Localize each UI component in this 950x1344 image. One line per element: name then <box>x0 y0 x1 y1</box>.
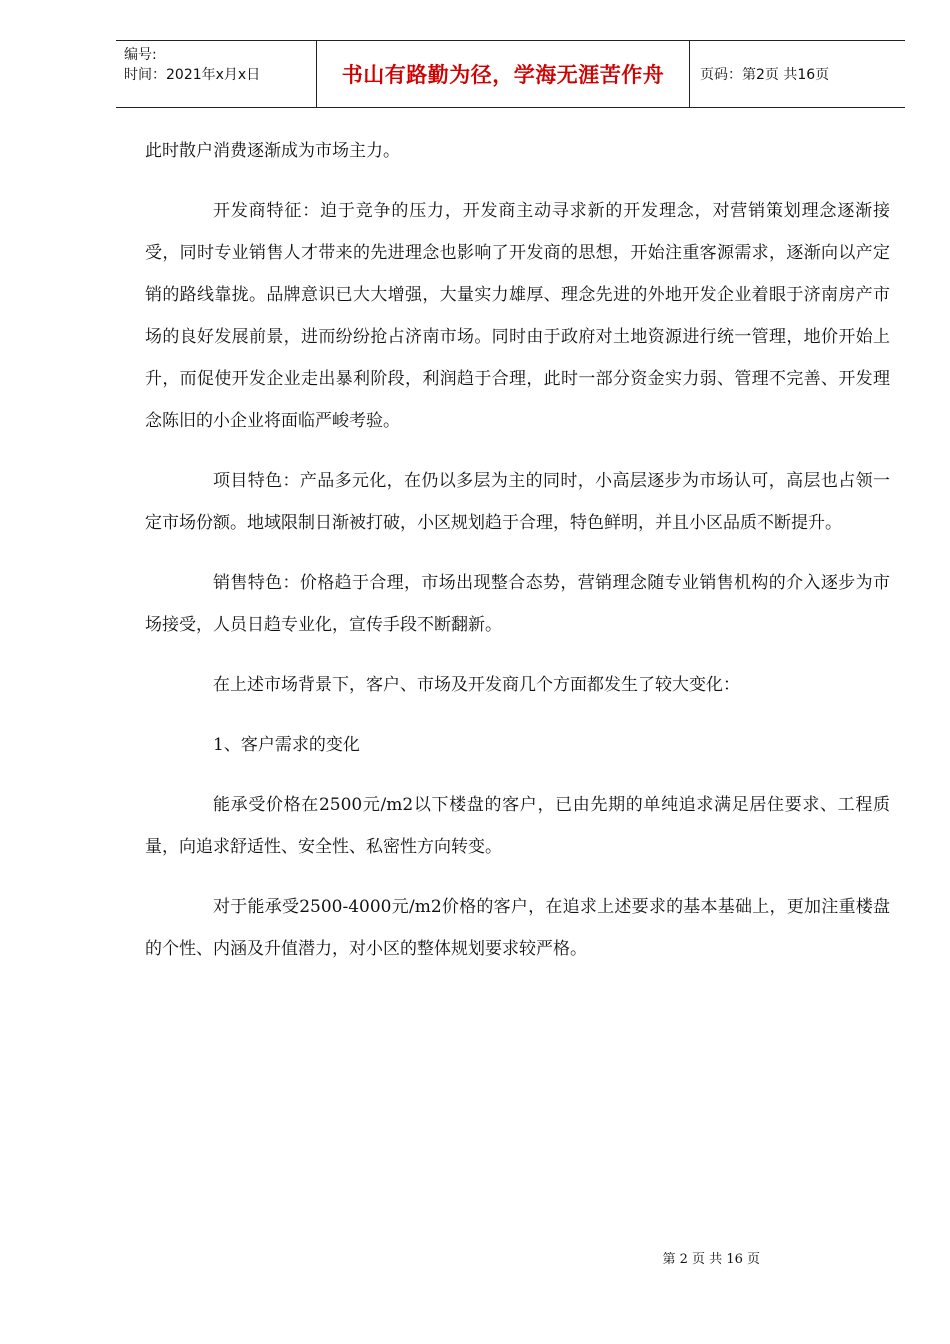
paragraph-developer-features: 开发商特征：迫于竞争的压力，开发商主动寻求新的开发理念，对营销策划理念逐渐接受，同时专业销售人才带来的先进理念也影响了开发商的思想，开始注重客源需求，逐渐向以产定销的路线靠拢。品牌意识已大大增强，大量实力雄厚、理念先进的外地开发企业着眼于济南房产市场的良好发展前景，进而纷纷抢占济南市场。同时由于政府对土地资源进行统一管理，地价开始上升，而促使开发企业走出暴利阶段，利润趋于合理，此时一部分资金实力弱、管理不完善、开发理念陈旧的小企业将面临严峻考验。 <box>145 201 890 431</box>
time-label: 时间：2021年x月x日 <box>124 67 261 83</box>
header-motto: 书山有路勤为径，学海无涯苦作舟 <box>317 41 690 107</box>
paragraph-sales-features: 销售特色：价格趋于合理，市场出现整合态势，营销理念随专业销售机构的介入逐步为市场接受，人员日趋专业化，宣传手段不断翻新。 <box>145 573 890 635</box>
serial-label: 编号: <box>124 47 157 63</box>
header-page-info: 页码：第2页 共16页 <box>700 67 830 83</box>
page-footer: 第 2 页 共 16 页 <box>662 1252 760 1267</box>
page-header <box>116 40 905 108</box>
paragraph-project-features: 项目特色：产品多元化，在仍以多层为主的同时，小高层逐步为市场认可，高层也占领一定市场份额。地域限制日渐被打破，小区规划趋于合理，特色鲜明，并且小区品质不断提升。 <box>145 471 890 533</box>
paragraph-mid-price-customers: 对于能承受2500-4000元/m2价格的客户，在追求上述要求的基本基础上，更加注重楼盘的个性、内涵及升值潜力，对小区的整体规划要求较严格。 <box>145 897 890 959</box>
section-heading-customer-demand: 1、客户需求的变化 <box>213 735 360 755</box>
paragraph-low-price-customers: 能承受价格在2500元/m2以下楼盘的客户，已由先期的单纯追求满足居住要求、工程质量，向追求舒适性、安全性、私密性方向转变。 <box>145 795 890 857</box>
header-info-cell <box>116 41 317 107</box>
paragraph-continuation: 此时散户消费逐渐成为市场主力。 <box>145 141 400 161</box>
paragraph-market-background: 在上述市场背景下，客户、市场及开发商几个方面都发生了较大变化： <box>213 675 740 695</box>
document-body <box>145 130 890 970</box>
